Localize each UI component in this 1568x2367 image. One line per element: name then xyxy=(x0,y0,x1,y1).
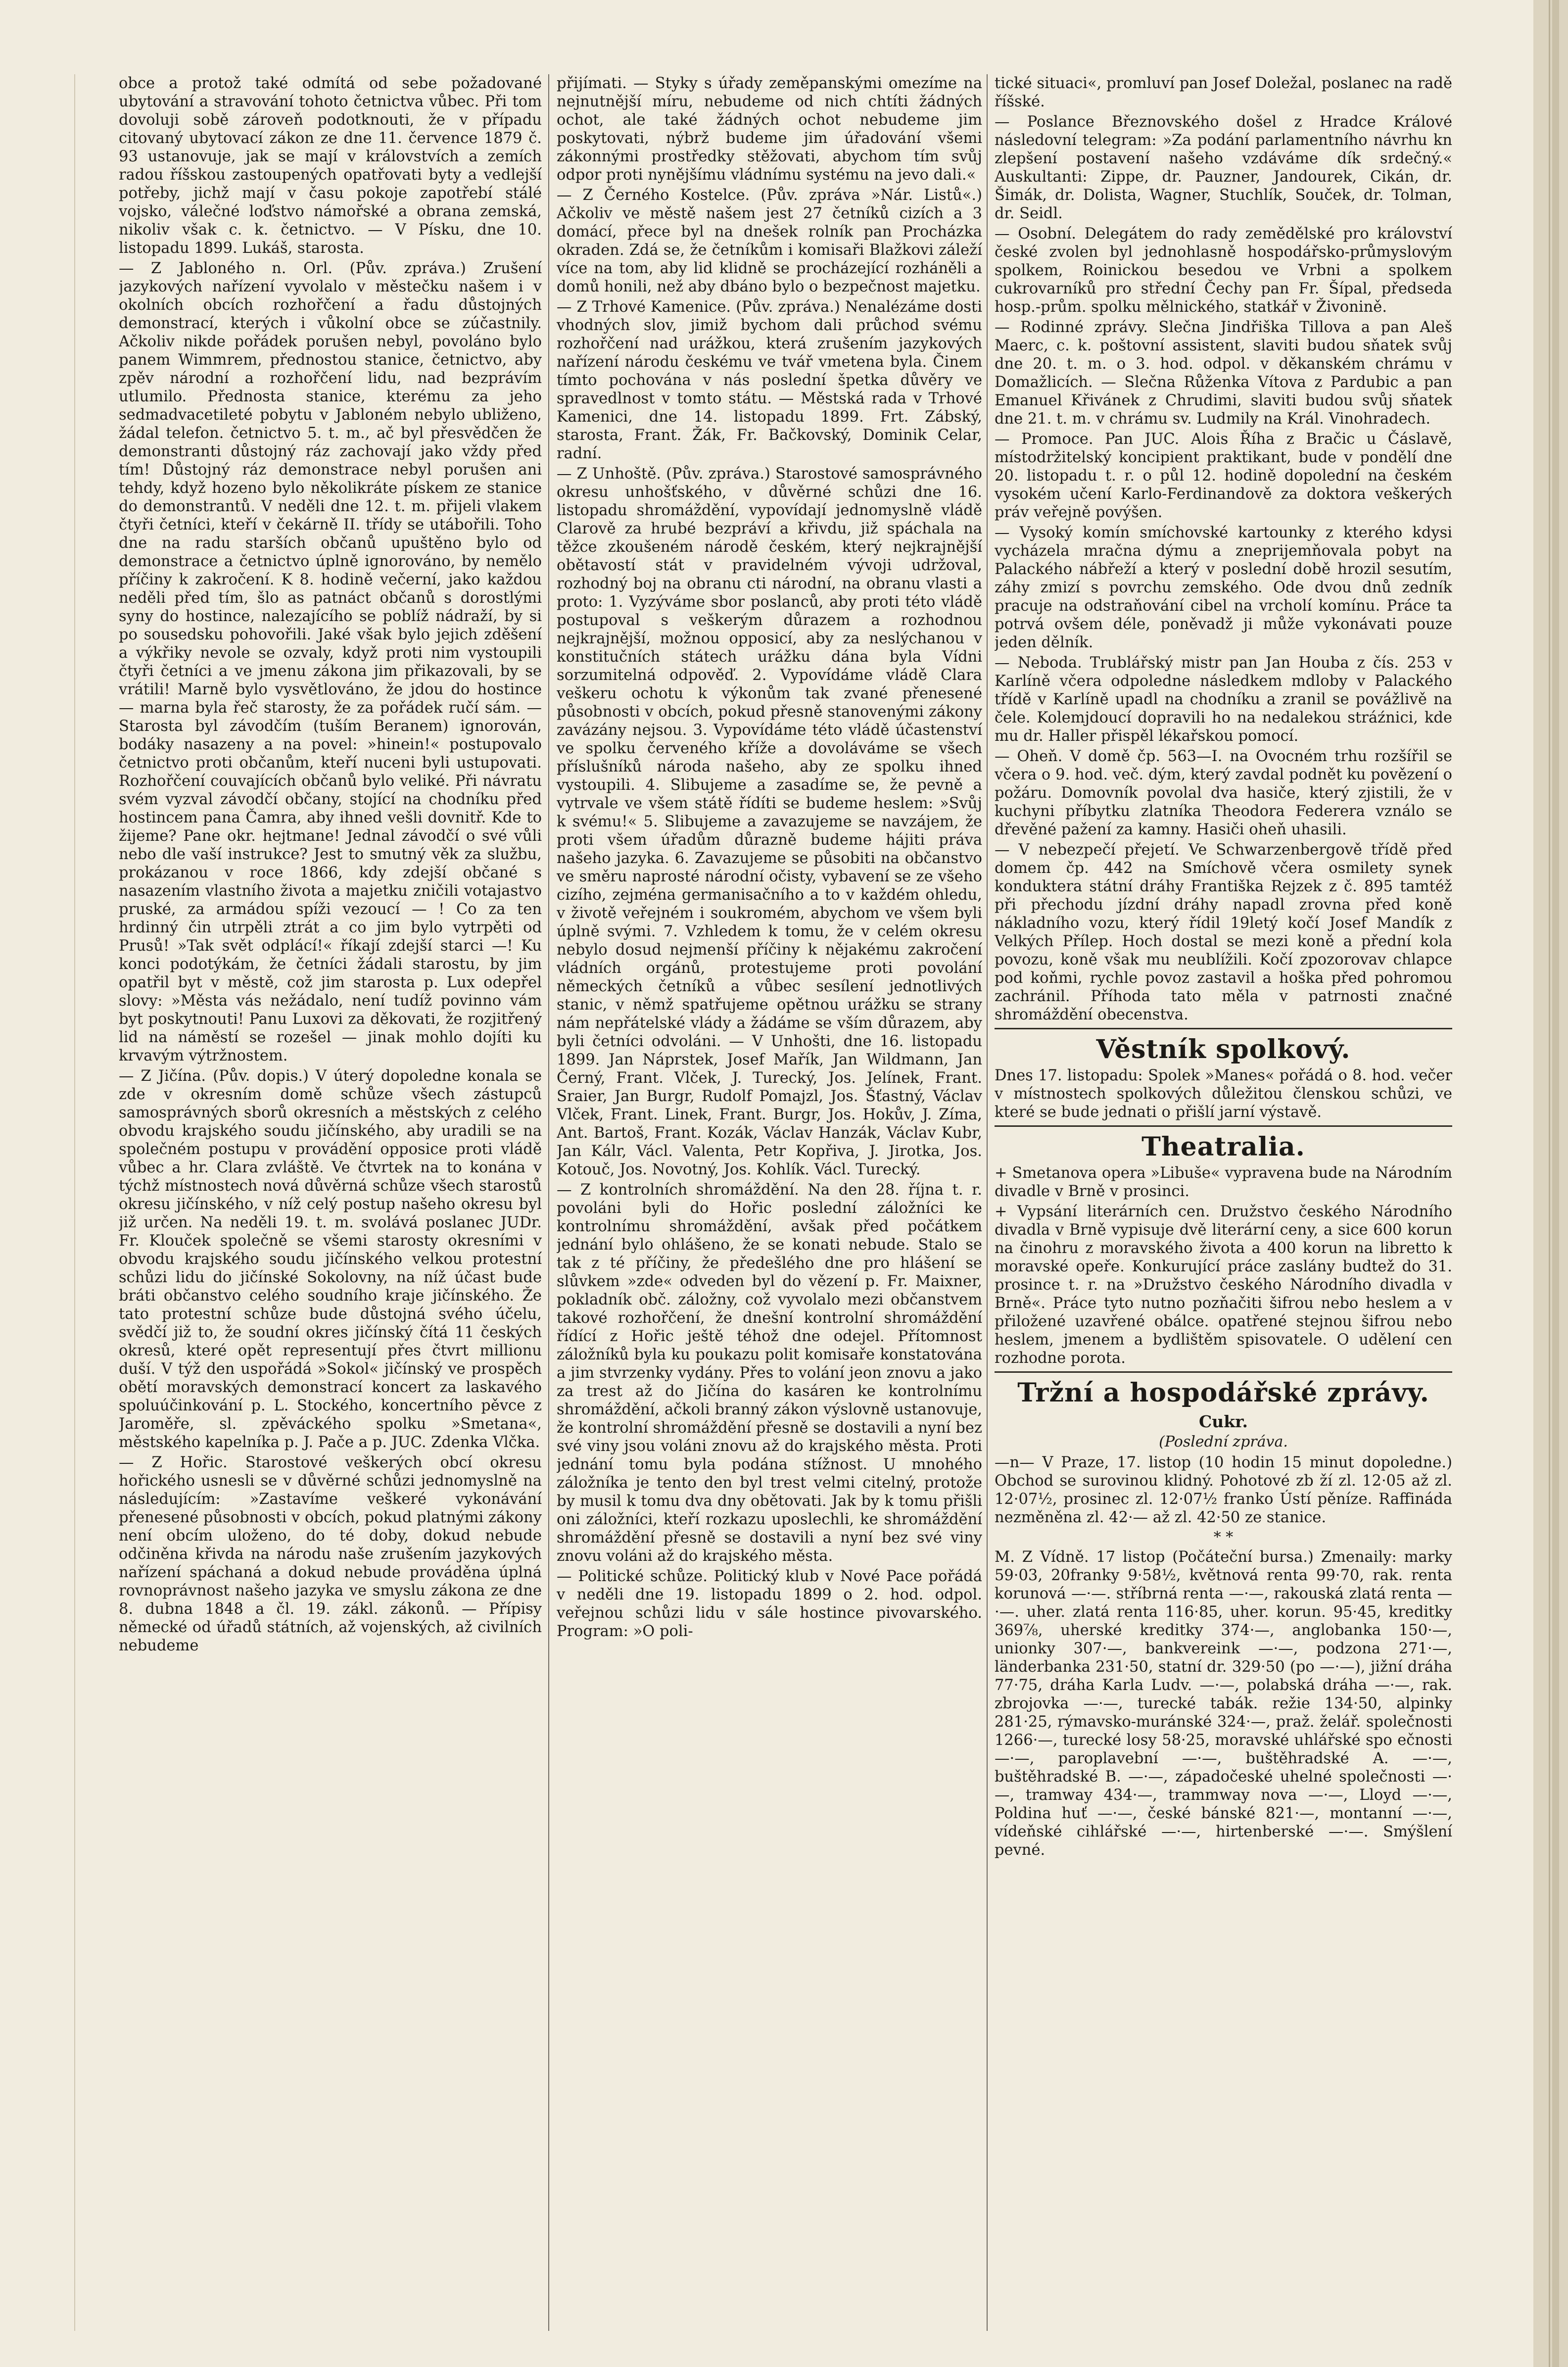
page-edge xyxy=(1533,0,1568,2367)
paragraph-promoce: — Promoce. Pan JUC. Alois Říha z Bračic u Čáslavě, místodržitelský koncipient praktikant, bude v pondělí dne 20. listopadu t. r. o půl 12. hodině dopolední na českém vysokém učení Karlo-Ferdinandově za doktora veškerých práv veřejně povýšen. xyxy=(995,431,1452,521)
paragraph-burza: M. Z Vídně. 17 listop (Počáteční bursa.) Zmenaily: marky 59·03, 20franky 9·58½, květnová renta 99·70, rak. renta korunová —·—. stříbrná renta —·—, rakouská zlatá renta —·—. uher. zlatá renta 116·85, uher. korun. 95·45, kreditky 369⅞, uherské kreditky 374·—, anglobanka 150·—, unionky 307·—, bankvereink —·—, podzona 271·—, länderbanka 231·50, statní dr. 329·50 (po —·—), jižní dráha 77·75, dráha Karla Ludv. —·—, polabská dráha —·—, rak. zbrojovka —·—, turecké tabák. režie 134·50, alpinky 281·25, rýmavsko-muránské 324·—, praž. želář. společnosti 1266·—, turecké losy 58·25, moravské uhlářské spo ečnosti —·—, paroplavební —·—, buštěhradské A. —·—, buštěhradské B. —·—, západočeské uhelné společnosti —·—, tramway 434·—, trammway nova —·—, Lloyd —·—, Poldina huť —·—, české bánské 821·—, montanní —·—, vídeňské cihlářské —·—, hirtenberské —·—. Smýšlení pevné. xyxy=(995,1548,1452,1859)
column-1 xyxy=(119,74,542,2331)
paragraph-vestnik: Dnes 17. listopadu: Spolek »Manes« pořádá o 8. hod. večer v místnostech spolkových důležitou členskou schůzi, ve které se bude jednati o přišlí jarní výstavě. xyxy=(995,1067,1452,1121)
scan-strip xyxy=(1552,0,1559,2367)
paragraph-pisek: obce a protož také odmítá od sebe požadované ubytování a stravování tohoto četnictva vůbec. Při tom dovoluji sobě zároveň podotknouti, že v případu citovaný ubytovací zákon ze dne 11. července 1879 č. 93 ustanovuje, jak se mají v královstvích a zemích radou říšskou zastoupených opatřovati byty a vedlejší potřeby, jichž mají v času pokoje zapotřebí stálé vojsko, válečné loďstvo námořské a obrana zemská, nikoliv však c. k. četnictvo. — V Písku, dne 10. listopadu 1899. Lukáš, starosta. xyxy=(119,75,542,257)
binding-line xyxy=(74,74,75,2331)
paragraph-kontrolni-shromazdeni: — Z kontrolních shromáždění. Na den 28. října t. r. povoláni byli do Hořic poslední záložníci ke kontrolnímu shromáždění, avšak před počátkem jednání bylo ohlášeno, že se konati nebude. Stalo se tak z té příčiny, že předešlého dne pro hlášení se slůvkem »zde« odveden byl do vězení p. Fr. Maixner, pokladník obč. záložny, což vyvolalo mezi občanstvem takové rozhořčení, že dnešní kontrolní shromáždění řídící z Hořic ještě téhož dne odejel. Přítomnost záložníků byla ku poukazu polit komisaře konstatována a jim stvrzenky vydány. Přes to volání jeon znovu a jako za trest až do Jičína do kasáren ke kontrolnímu shromáždění, ačkoli branný zákon výslovně ustanovuje, že kontrolní shromáždění přesně se dostavili a nyní bez své viny jsou voláni znovu až do krajského města. Proti jednání tomu byla podána stížnost. U mnohého záložníka je tento den byl trest velmi citelný, protože by musil k tomu dva dny obětovati. Jak by k tomu přišli oni záložníci, kteří rozkazu uposlechli, ke shromáždění shromáždění přesně se dostavili a nyní bez své viny znovu voláni až do krajského města. xyxy=(557,1181,982,1565)
paragraph-literarni-ceny: + Vypsání literárních cen. Družstvo českého Národního divadla v Brně vypisuje dvě literární ceny, a sice 600 korun na činohru z moravského života a 400 korun na libretto k moravské opeře. Konkurující práce zaslány budtež do 31. prosince t. r. na »Družstvo českého Národního divadla v Brně«. Práce tyto nutno pozňačiti šifrou nebo heslem a v přiložené uzavřené obálce. opatřené stejnou šifrou nebo heslem, jmenem a bydlištěm spisovatele. O udělení cen rozhodne porota. xyxy=(995,1203,1452,1367)
paragraph-cukr: —n— V Praze, 17. listop (10 hodin 15 minut dopoledne.) Obchod se surovinou klidný. Pohotové zb ží zl. 12·05 až zl. 12·07½, prosinec zl. 12·07½ franko Ústí pěníze. Raffináda nezměněna zl. 42·— až zl. 42·50 ze stanice. xyxy=(995,1454,1452,1526)
paragraph-ohen: — Oheň. V domě čp. 563—I. na Ovocném trhu rozšířil se včera o 9. hod. več. dým, který zavdal podnět ku povězení o požáru. Domovník povolal dva hasiče, který zjistili, že v kuchyni příbytku zlatníka Theodora Federera vználo se dřevěné pažení za kamny. Hasiči oheň uhasili. xyxy=(995,748,1452,838)
paragraph-horic: — Z Hořic. Starostové veškerých obcí okresu hořického usnesli se v důvěrné schůzi jednomyslně na následujícím: »Zastavíme veškeré vykonávání přenesené působnosti v obcích, pokud platnými zákony není obcím uloženo, do té doby, dokud nebude odčiněna křivda na národu naše zrušením jazykových nařízení spáchaná a dokud nebude prováděna úplná rovnoprávnost našeho jazyka ve smyslu zákona ze dne 8. dubna 1848 a čl. 19. zákl. zákonů. — Přípisy německé od úřadů státních, až vojenských, až civilních nebudeme xyxy=(119,1454,542,1654)
paragraph-trhove-kamenice: — Z Trhové Kamenice. (Pův. zpráva.) Nenalézáme dosti vhodných slov, jimiž bychom dali průchod svému rozhořčení nad urážkou, která zrušením jazykových nařízení národu českému ve tvář vmetena byla. Činem tímto pochována v nás poslední špetka důvěry ve spravedlnost v tomto státu. — Městská rada v Trhové Kamenici, dne 14. listopadu 1899. Frt. Zábský, starosta, Frant. Žák, Fr. Bačkovský, Dominik Celar, radní. xyxy=(557,298,982,462)
section-rule xyxy=(995,1028,1452,1029)
paragraph-libuse: + Smetanova opera »Libuše« vypravena bude na Národním divadle v Brně v prosinci. xyxy=(995,1164,1452,1200)
paragraph-jabloneho: — Z Jabloného n. Orl. (Pův. zpráva.) Zrušení jazykových nařízení vyvolalo v městečku našem i v okolních obcích rozhořčení a řadu důstojných demonstrací, kterých i vůkolní obce se zúčastnily. Ačkoliv nikde pořádek porušen nebyl, povoláno bylo panem Wimmrem, přednostou stanice, četnictvo, aby zpěv národní a rozhořčení lidu, nad bezprávím utlumilo. Přednosta stanice, kterému za jeho sedmadvacetileté pobytu v Jabloném nebylo ubliženo, žádal telefon. četnictvo 5. t. m., ač byl přesvědčen že demonstranti důstojný ráz zachovají jako vždy před tím! Důstojný ráz demonstrace nebyl porušen ani tehdy, když hozeno bylo několikráte pískem ze stanice do demonstrantů. V neděli dne 12. t. m. přijeli vlakem čtyři četníci, kteří v čekárně II. třídy se utábořili. Toho dne na radu starších občanů upuštěno bylo od demonstrace a četnictvo úplně ignorováno, by nemělo příčiny k zakročení. K 8. hodině večerní, jako každou neděli před tím, šlo as patnáct občanů s dorostlými syny do hostince, nalezajícího se poblíž nádraží, by si po sousedsku pohovořili. Jaké však bylo jejich zděšení a výkřiky nevole se ozvaly, když proti nim vystoupili čtyři četníci a ve jmenu zákona jim přikazovali, by se vrátili! Marně bylo vysvětlováno, že jdou do hostince — marna byla řeč starosty, že za pořádek ručí sám. — Starosta byl závodčím (tuším Beranem) ignorován, bodáky nasazeny a na povel: »hinein!« postupovalo četnictvo proti občanům, kteří nuceni byli ustupovati. Rozhořčení couvajících občanů bylo veliké. Při návratu svém vyzval závodčí občany, stojící na chodníku před hostincem pana Čamra, aby ihned vešli dovnitř. Kde to žijeme? Pane okr. hejtmane! Jednal závodčí o své vůli nebo dle vaší instrukce? Jest to smutný věk za službu, prokázanou v roce 1866, kdy zdejší občané s nasazením vlastního života a majetku zničili votajastvo pruské, za armádou spíži vezoucí — ! Co za ten hrdinný čin utrpěli ztrát a co jim bylo vytrpěti od Prusů! »Tak svět odplácí!« říkají zdejší starci —! Ku konci podotýkám, že četníci žádali starostu, by jim opatřil byt v městě, což jim starosta p. Lux odepřel slovy: »Města vás nežádalo, není tudíž povinno vám byt poskytnouti! Panu Luxovi za děkovati, že rozjitřený lid na náměstí se rozešel — jinak mohlo dojíti ku krvavým výtržnostem. xyxy=(119,260,542,1064)
cukr-heading: Cukr. xyxy=(1199,1412,1248,1431)
paragraph-politicka-situace: tické situaci«, promluví pan Josef Doležal, poslanec na radě říšské. xyxy=(995,75,1452,110)
paragraph-breznovsky: — Poslance Březnovského došel z Hradce Králové následovní telegram: »Za podání parlamentního návrhu kn zlepšení postavení našeho vzdáváme dík srdečný.« Auskultanti: Zippe, dr. Pauzner, Jandourek, Cikán, dr. Šimák, dr. Dolista, Wagner, Stuchlík, Souček, dr. Tolman, dr. Seidl. xyxy=(995,113,1452,222)
column-3 xyxy=(995,74,1452,2331)
paragraph-nehoda: — Neboda. Trublářský mistr pan Jan Houba z čís. 253 v Karlíně včera odpoledne následkem mdloby v Palackého třídě v Karlíně upadl na chodníku a zranil se povážlivě na čele. Kolemjdoucí dopravili ho na nedalekou stráźnici, kde mu dr. Haller přispěl lékařskou pomocí. xyxy=(995,654,1452,745)
paragraph-politicke-schuze: — Politické schůze. Politický klub v Nové Pace pořádá v neděli dne 19. listopadu 1899 o 2. hod. odpol. veřejnou schůzi lidu v sále hostince pivovarského. Program: »O poli- xyxy=(557,1568,982,1640)
paragraph-prejeti: — V nebezpečí přejetí. Ve Schwarzenbergově třídě před domem čp. 442 na Smíchově včera osmilety synek konduktera státní dráhy Františka Rejzek z č. 895 tamtéž při přechodu jízdní dráhy napadl zrovna před koně nákladního vozu, který řídil 19letý kočí Josef Mandík z Velkých Přílep. Hoch dostal se mezi koně a přední kola povozu, koně však mu neublížili. Kočí zpozorovav chlapce pod koňmi, rychle povoz zastavil a hoška před pohromou zachránil. Příhoda tato měla v patrnosti značné shromáždění obecenstva. xyxy=(995,841,1452,1023)
section-rule xyxy=(995,1125,1452,1127)
paragraph-jicina: — Z Jičína. (Pův. dopis.) V úterý dopoledne konala se zde v okresním domě schůze všech zástupců samosprávných sborů okresních a městských z celého obvodu krajského soudu jičínského, aby uradili se na společném postupu v provádění opposice proti vládě vůbec a hr. Clara zvláště. Ve čtvrtek na to konána v týchž místnostech nová důvěrná schůze všech starostů okresu jičínského, v níž celý postup našeho okresu byl již určen. Na neděli 19. t. m. svolává poslanec JUDr. Fr. Klouček společně se všemi starosty okresními v obvodu krajského soudu jičínského velkou protestní schůzi lidu do jičínské Sokolovny, na níž účast bude bráti občanstvo celého soudního kraje jičínského. Že tato protestní schůze bude důstojná svého účelu, svědčí již to, že soudní okres jičínský čítá 11 českých okresů, které opět representují přes čtvrt millionu duší. V týž den uspořádá »Sokol« jičínský ve prospěch obětí moravských demonstrací koncert za laskavého spoluúčinkování p. L. Stockého, koncertního pěvce z Jaroměře, sl. zpěváckého spolku »Smetana«, městského kapelníka p. J. Pače a p. JUC. Zdenka Vlčka. xyxy=(119,1067,542,1451)
column-2 xyxy=(557,74,982,2331)
paragraph-unhoste: — Z Unhoště. (Pův. zpráva.) Starostové samosprávného okresu unhošťského, v důvěrné schůzi dne 16. listopadu shromáždění, vypovídají jednomyslně vládě Clarově za hrubé bezpráví a křivdu, již spáchala na těžce zkoušeném národě českém, který nejkrajnější obětavostí stát v pravidelném vývoji udržoval, rozhodný boj na obranu cti národní, na obranu vlasti a proto: 1. Vyzýváme sbor poslanců, aby proti této vládě postupoval s veškerým důrazem a rozhodnou nejkrajnější, možnou opposicí, aby za neslýchanou v konstitučních státech urážku dána byla Vídni sorzumitelná odpověď. 2. Vypovídáme vládě Clara veškeru ochotu k výkonům tak zvané přenesené působnosti v obcích, pokud přesně stanovenými zákony zavázány nejsou. 3. Vypovídáme této vládě účastenství ve spolku červeného kříže a dovoláváme se všech příslušníků národa našeho, aby ze spolku ihned vystoupili. 4. Slibujeme a zasadíme se, že pevně a vytrvale ve všem státě řídíti se budeme heslem: »Svůj k svému!« 5. Slibujeme a zavazujeme se navzájem, že proti všem úřadům důrazně budeme hájiti práva našeho jazyka. 6. Zavazujeme se působiti na občanstvo ve směru naprosté národní očisty, vybavení se ze všeho cizího, zejména germanisačního a to v každém ohledu, v životě veřejném i soukromém, abychom ve všem byli úplně svými. 7. Vzhledem k tomu, že v celém okresu nebylo dosud nejmenší příčiny k nějakému zakročení vládních orgánů, protestujeme proti povolání německých četníků a vůbec sesílení jednotlivých stanic, v němž spatřujeme opětnou urážku se strany nám nepřátelské vlády a žádáme se vším důrazem, aby byli četníci odvoláni. — V Unhošti, dne 16. listopadu 1899. Jan Náprstek, Josef Mařík, Jan Wildmann, Jan Černý, Frant. Vlček, J. Turecký, Jos. Jelínek, Frant. Sraier, Jan Burgr, Rudolf Pomajzl, Jos. Šťastný, Václav Vlček, Frant. Linek, Frant. Burgr, Jos. Hokův, J. Zíma, Ant. Bartoš, Frant. Kozák, Václav Hanzák, Václav Kubr, Jan Kálr, Václ. Valenta, Petr Kopřiva, J. Jirotka, Jos. Kotouč, Jos. Novotný, Jos. Kohlík. Václ. Turecký. xyxy=(557,465,982,1178)
page-edge-line xyxy=(1549,0,1550,2367)
asterisk-separator: * * xyxy=(1213,1529,1234,1546)
column-divider xyxy=(987,74,988,2331)
cukr-note: (Poslední zpráva. xyxy=(1159,1433,1288,1450)
paragraph-horic-cont: přijímati. — Styky s úřady zeměpanskými omezíme na nejnutnější míru, nebudeme od nich chtíti žádných ochot, ale také žádných ochot nebudeme jim poskytovati, nýbrž budeme jim úřadování všemi zákonnými prostředky stěžovati, abychom tím svůj odpor proti nynějšímu vládnímu systému na jevo dali.« xyxy=(557,75,982,184)
trzni-heading: Tržní a hospodářské zprávy. xyxy=(1017,1378,1429,1408)
section-rule xyxy=(995,1371,1452,1373)
paragraph-osobni: — Osobní. Delegátem do rady zemědělské pro království české zvolen byl jednohlasně hospodářsko-průmyslovým spolkem, Roinickou besedou ve Vrbni a spolkem cukrovarníků pro střední Čechy pan Fr. Šípal, předseda hosp.-prům. spolku mělnického, statkář v Živonině. xyxy=(995,225,1452,316)
paragraph-cerneho-kostelce: — Z Černého Kostelce. (Pův. zpráva »Nár. Listů«.) Ačkoliv ve městě našem jest 27 četníků cizích a 3 domácí, přece byl na dnešek rolník pan Procházka okraden. Zdá se, že četníkům i komisaři Blažkovi záleží více na tom, aby lid klidně se procházející rozháněli a domů honili, než aby dbáno bylo o bezpečnost majetku. xyxy=(557,187,982,295)
paragraph-rodinne-zpravy: — Rodinné zprávy. Slečna Jindřiška Tillova a pan Aleš Maerc, c. k. poštovní assistent, slaviti budou sňatek svůj dne 20. t. m. o 3. hod. odpol. v děkanském chrámu v Domažlicích. — Slečna Růženka Vítova z Pardubic a pan Emanuel Křivánek z Chrudimi, slaviti budou svůj sňatek dne 21. t. m. v chrámu sv. Ludmily na Král. Vinohradech. xyxy=(995,319,1452,428)
column-divider xyxy=(548,74,549,2331)
paragraph-komin: — Vysoký komín smíchovské kartounky z kterého kdysi vycházela mračna dýmu a zneprijemňovala pobyt na Palackého nábřeží a který v poslední době hrozil sesutím, záhy zmizí s povrchu zemského. Ode dvou dnů zedník pracuje na odstraňování cibel na vrcholí komínu. Práce ta potrvá ovšem déle, poněvadž ji může vykonávati pouze jeden dělník. xyxy=(995,524,1452,651)
theatralia-heading: Theatralia. xyxy=(1141,1132,1305,1162)
vestnik-heading: Věstník spolkový. xyxy=(1096,1034,1351,1064)
